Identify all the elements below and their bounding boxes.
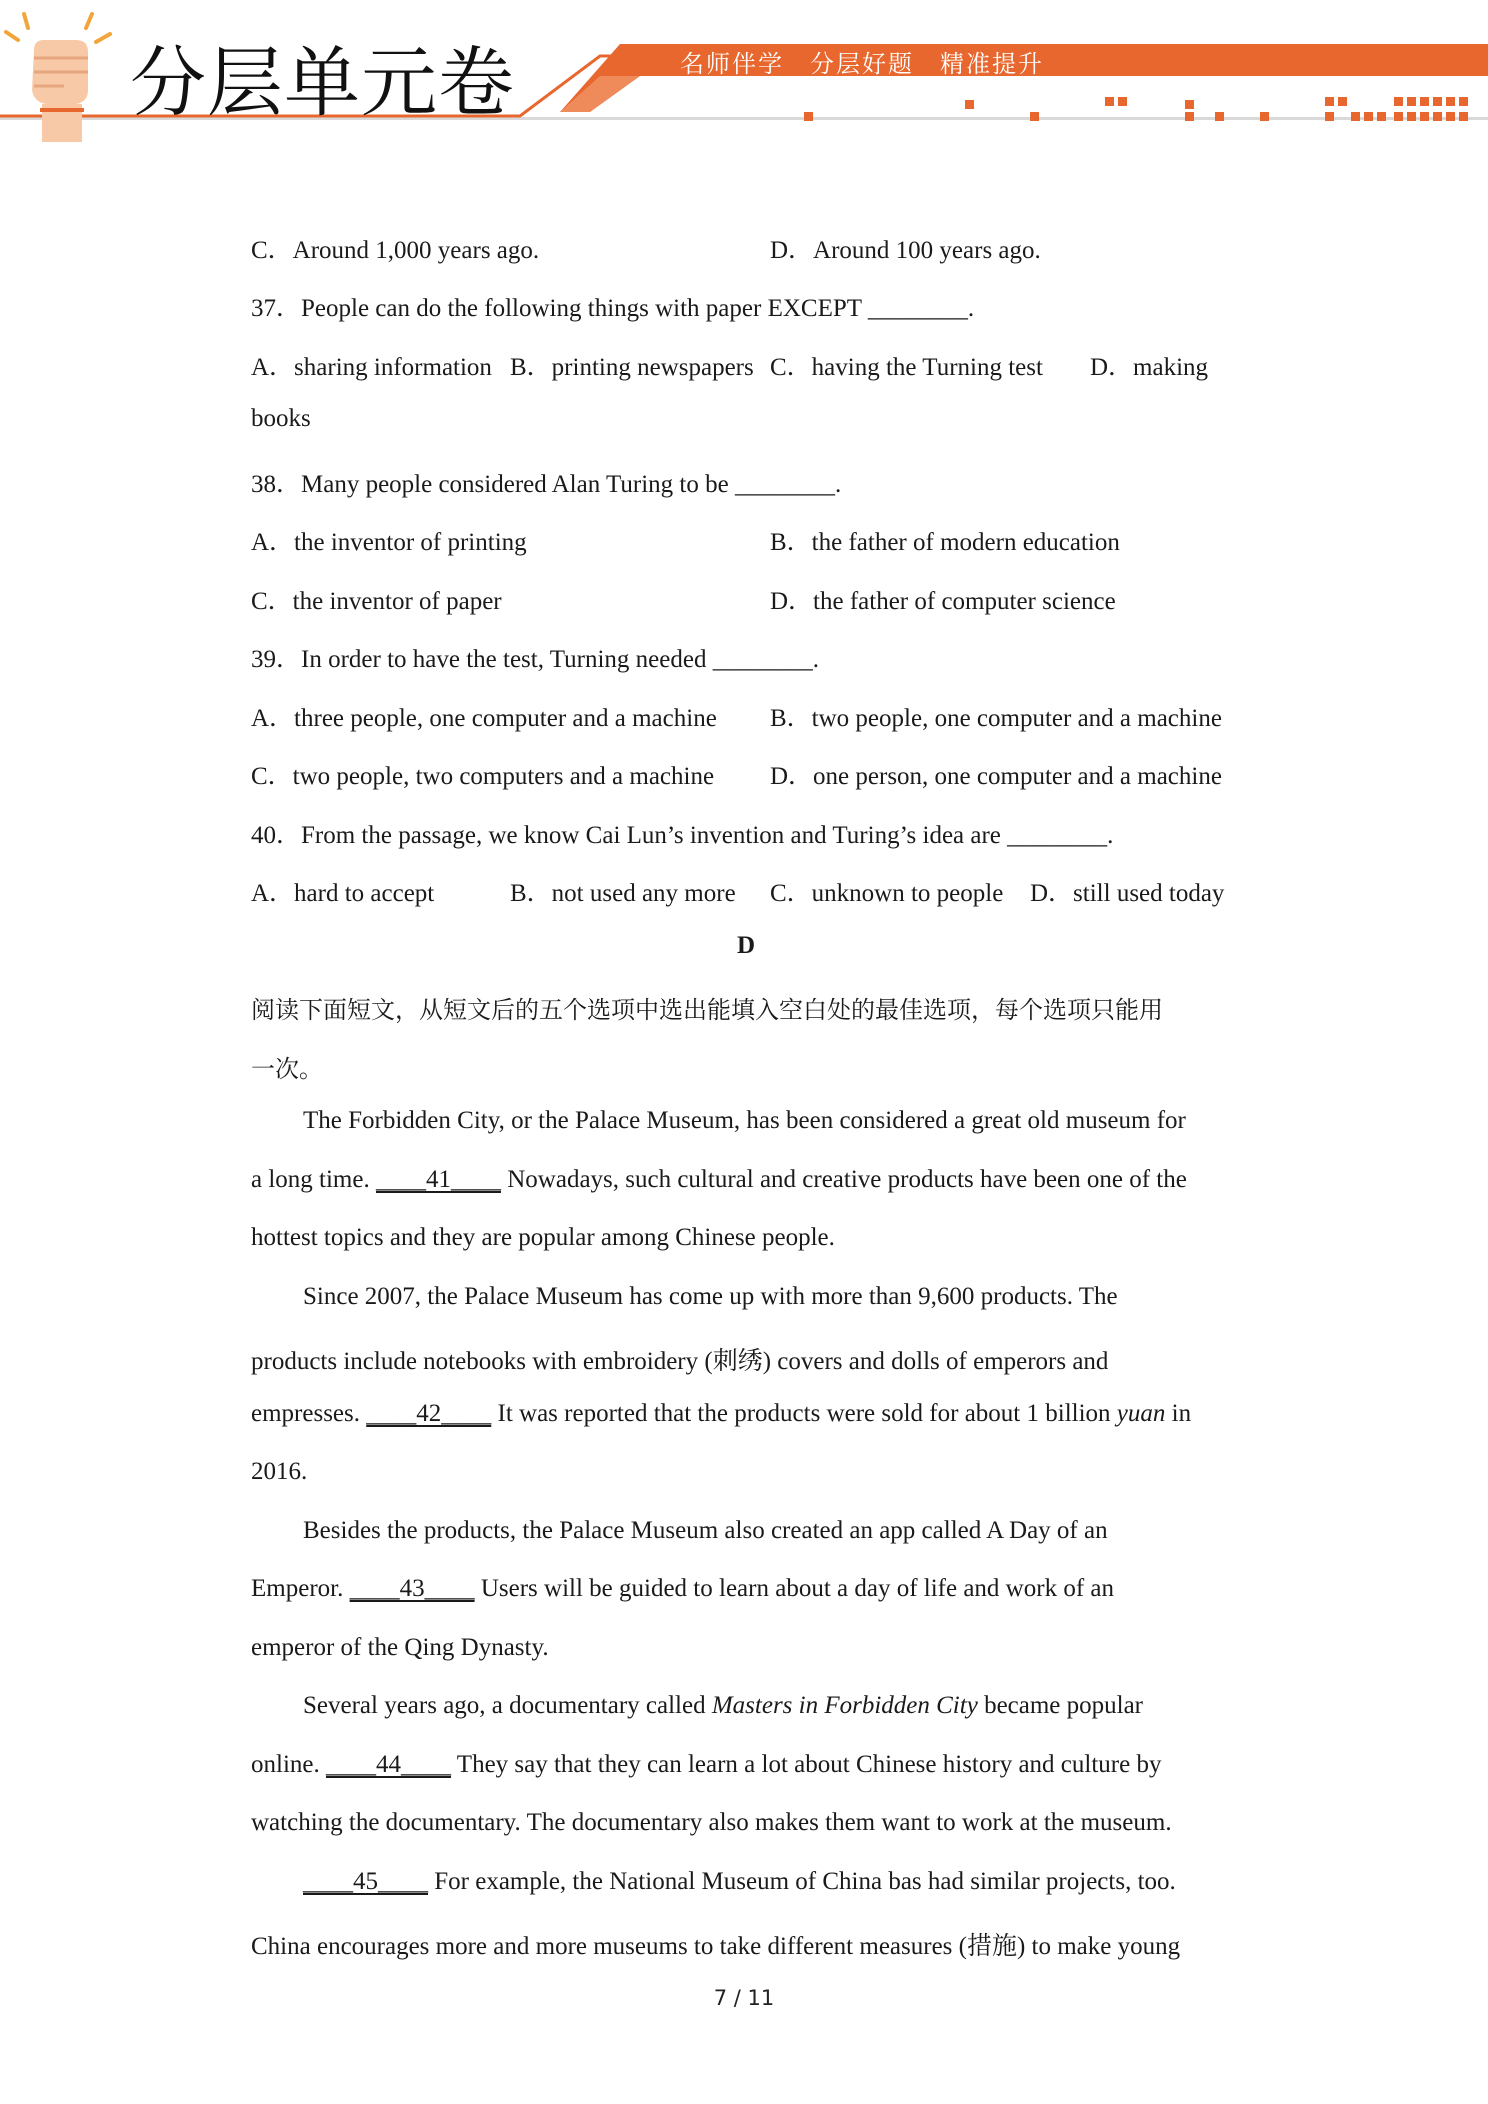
q38-options-row-2 [251,581,1116,617]
q37-stem: 37．People can do the following things with paper EXCEPT ________. [251,295,975,322]
paragraph-text: Emperor. [251,1575,350,1602]
paragraph-text: For example, the National Museum of China bas had similar projects, too. [428,1868,1176,1895]
q38-option-a: A．the inventor of printing [251,529,527,556]
q38-option-d: D．the father of computer science [770,588,1116,615]
section-d-instruction-line2: 一次。 [251,1055,323,1083]
q38-option-c: C．the inventor of paper [251,588,502,615]
paragraph-4-line2 [251,1751,1161,1779]
blank-43: ____43____ [349,1575,475,1602]
paragraph-2-line1: Since 2007, the Palace Museum has come up with more than 9,600 products. The [303,1283,1118,1310]
q37-option-d: D．making [1090,354,1209,381]
paragraph-3-line3: emperor of the Qing Dynasty. [251,1634,549,1661]
paragraph-4-line3: watching the documentary. The documentary also makes them want to work at the museum. [251,1809,1172,1836]
blank-41: ____41____ [375,1166,501,1193]
paragraph-text: Nowadays, such cultural and creative products have been one of the [500,1166,1187,1193]
q39-options-row-1 [251,698,1222,734]
q37-option-a: A．sharing information [251,354,492,381]
q37-option-d-continued: books [251,405,311,432]
q39-options-row-2 [251,756,1222,792]
paragraph-2-line2: products include notebooks with embroidery (刺绣) covers and dolls of emperors and [251,1348,1109,1375]
blank-45: ____45____ [303,1868,428,1895]
paragraph-text: became popular [977,1692,1144,1719]
paragraph-5-line2: China encourages more and more museums to take different measures (措施) to make young [251,1933,1181,1960]
page-number: 7 / 11 [713,1986,775,2010]
q39-option-c: C．two people, two computers and a machine [251,763,715,790]
q36-options-row [251,230,1041,266]
q39-stem: 39．In order to have the test, Turning needed ________. [251,646,819,673]
documentary-title: Masters in Forbidden City [711,1692,978,1719]
paragraph-text: It was reported that the products were sold for about 1 billion [491,1400,1117,1427]
paragraph-4-line1 [303,1692,1143,1720]
brand-title: 分层单元卷 [130,38,515,127]
paragraph-2-line4: 2016. [251,1458,308,1485]
q37-option-c: C．having the Turning test [770,354,1043,381]
italic-yuan: yuan [1116,1400,1166,1427]
section-d-heading: D [736,932,756,959]
q40-option-c: C．unknown to people [770,880,1004,907]
paragraph-text: Several years ago, a documentary called [303,1692,712,1719]
paragraph-1-line3: hottest topics and they are popular among Chinese people. [251,1224,835,1251]
paragraph-text: online. [251,1751,326,1778]
q39-option-a: A．three people, one computer and a machine [251,705,717,732]
q40-options-row [251,873,1225,909]
q38-options-row-1 [251,522,1120,558]
paragraph-1-line2 [251,1166,1187,1194]
fist-logo-icon [4,6,114,146]
paragraph-1-line1: The Forbidden City, or the Palace Museum, has been considered a great old museum for [303,1107,1186,1134]
q40-option-b: B．not used any more [510,880,736,907]
paragraph-text: Users will be guided to learn about a day of life and work of an [474,1575,1114,1602]
paragraph-text: empresses. [251,1400,367,1427]
q40-stem: 40．From the passage, we know Cai Lun’s invention and Turing’s idea are ________. [251,822,1114,849]
paragraph-3-line2 [251,1575,1114,1603]
page-header [0,0,1488,150]
paragraph-2-line3 [251,1400,1191,1428]
q39-option-d: D．one person, one computer and a machine [770,763,1222,790]
q38-stem: 38．Many people considered Alan Turing to be ________. [251,471,842,498]
blank-44: ____44____ [326,1751,451,1778]
paragraph-text: a long time. [251,1166,376,1193]
q36-option-d: D．Around 100 years ago. [770,237,1041,264]
q37-options-row [251,347,1241,383]
q37-option-b: B．printing newspapers [510,354,754,381]
paragraph-3-line1: Besides the products, the Palace Museum also created an app called A Day of an [303,1517,1108,1544]
paragraph-text: in [1165,1400,1192,1427]
q38-option-b: B．the father of modern education [770,529,1120,556]
header-slogan: 名师伴学 分层好题 精准提升 [680,50,1044,78]
paragraph-5-line1 [303,1868,1176,1896]
q36-option-c: C．Around 1,000 years ago. [251,237,540,264]
q40-option-a: A．hard to accept [251,880,435,907]
section-d-instruction-line1: 阅读下面短文，从短文后的五个选项中选出能填入空白处的最佳选项，每个选项只能用 [251,996,1163,1024]
blank-42: ____42____ [366,1400,492,1427]
paragraph-text: They say that they can learn a lot about Chinese history and culture by [451,1751,1162,1778]
q40-option-d: D．still used today [1030,880,1225,907]
q39-option-b: B．two people, one computer and a machine [770,705,1222,732]
